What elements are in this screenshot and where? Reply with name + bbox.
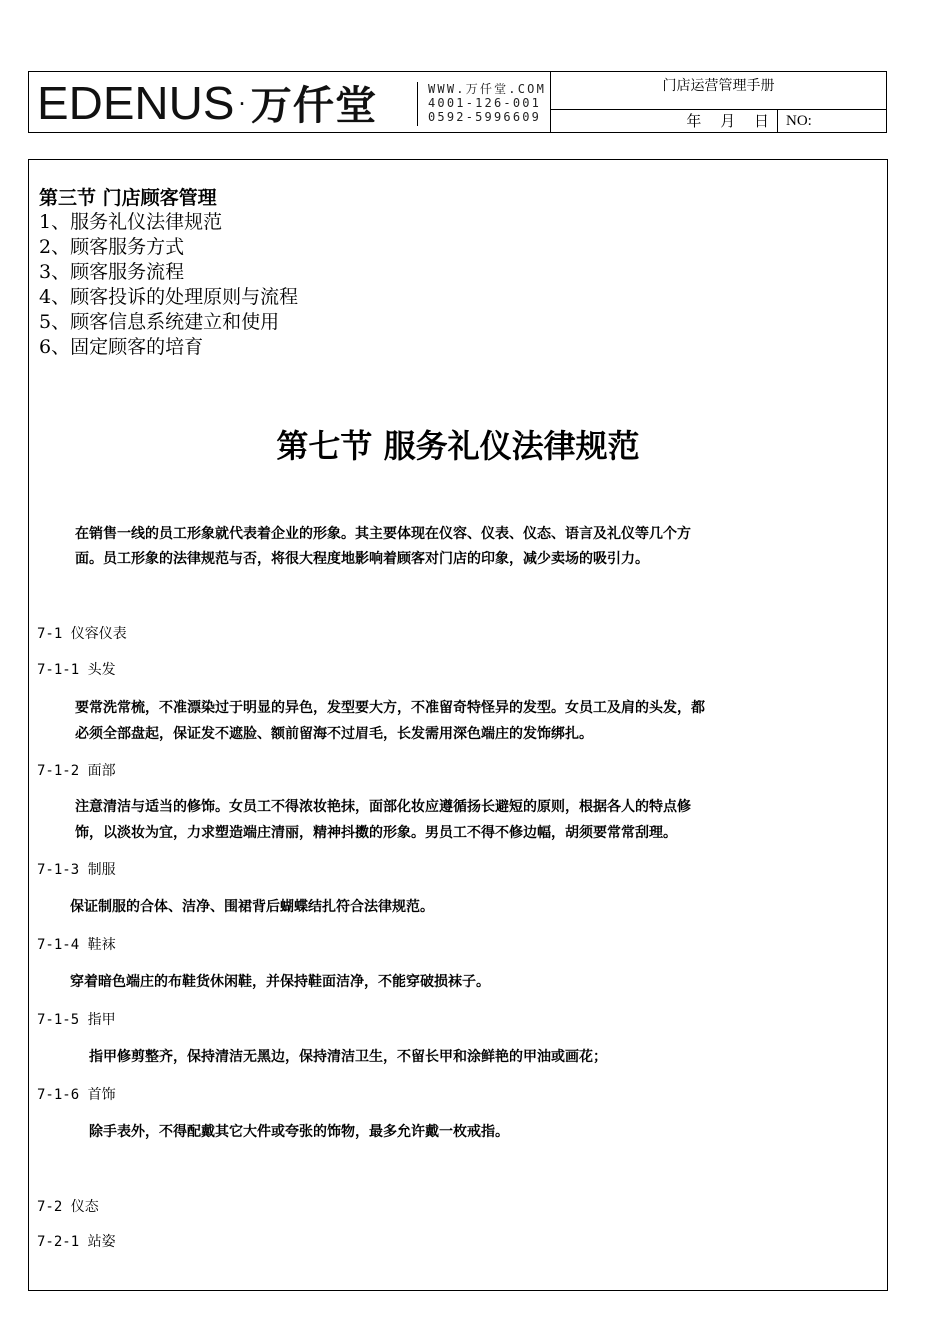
intro-line: 在销售一线的员工形象就代表着企业的形象。其主要体现在仪容、仪表、仪态、语言及礼仪等几个方 <box>75 526 691 542</box>
section-title: 第七节 服务礼仪法律规范 <box>276 427 640 465</box>
logo-cell <box>29 72 551 132</box>
heading-7-1-5: 7-1-5 指甲 <box>37 1012 116 1028</box>
heading-7-1-1: 7-1-1 头发 <box>37 662 116 678</box>
paragraph-shoes: 穿着暗色端庄的布鞋货休闲鞋，并保持鞋面洁净，不能穿破损袜子。 <box>70 974 490 990</box>
paragraph-line: 注意清洁与适当的修饰。女员工不得浓妆艳抹，面部化妆应遵循扬长避短的原则，根据各人的特点修 <box>75 799 691 815</box>
toc-heading: 第三节 门店顾客管理 <box>39 187 217 209</box>
paragraph-uniform: 保证制服的合体、洁净、围裙背后蝴蝶结扎符合法律规范。 <box>70 899 434 915</box>
contact-website: WWW.万仟堂.COM <box>428 82 546 96</box>
date-year-label: 年 <box>686 112 702 130</box>
table-of-contents <box>39 186 298 360</box>
logo-separator: · <box>234 76 251 130</box>
paragraph-jewelry: 除手表外，不得配戴其它大件或夸张的饰物，最多允许戴一枚戒指。 <box>89 1124 509 1140</box>
toc-item: 2、顾客服务方式 <box>39 236 185 258</box>
heading-7-1-3: 7-1-3 制服 <box>37 862 116 878</box>
date-field <box>551 110 778 132</box>
date-month-label: 月 <box>720 112 736 130</box>
paragraph-line: 饰，以淡妆为宜，力求塑造端庄清丽，精神抖擞的形象。男员工不得不修边幅，胡须要常常刮理。 <box>75 825 677 841</box>
paragraph-face <box>75 794 691 846</box>
heading-7-1: 7-1 仪容仪表 <box>37 626 127 642</box>
intro-line: 面。员工形象的法律规范与否，将很大程度地影响着顾客对门店的印象，减少卖场的吸引力。 <box>75 551 649 567</box>
heading-7-2: 7-2 仪态 <box>37 1199 99 1215</box>
toc-item: 3、顾客服务流程 <box>39 261 185 283</box>
content-frame <box>28 159 888 1291</box>
toc-item: 5、顾客信息系统建立和使用 <box>39 311 280 333</box>
paragraph-hair <box>75 695 705 747</box>
brand-logo <box>37 76 377 133</box>
document-header <box>28 71 887 133</box>
intro-paragraph <box>75 522 845 572</box>
paragraph-line: 要常洗常梳，不准漂染过于明显的异色，发型要大方，不准留奇特怪异的发型。女员工及肩的头发，都 <box>75 700 705 716</box>
heading-7-1-2: 7-1-2 面部 <box>37 763 116 779</box>
manual-title: 门店运营管理手册 <box>551 72 886 110</box>
logo-divider <box>417 82 418 126</box>
contact-info <box>428 82 546 124</box>
contact-phone: 0592-5996609 <box>428 110 542 124</box>
heading-7-1-4: 7-1-4 鞋袜 <box>37 937 116 953</box>
heading-7-2-1: 7-2-1 站姿 <box>37 1234 116 1250</box>
heading-7-1-6: 7-1-6 首饰 <box>37 1087 116 1103</box>
logo-brand-text: EDENUS <box>37 77 235 129</box>
paragraph-line: 必须全部盘起，保证发不遮脸、额前留海不过眉毛，长发需用深色端庄的发饰绑扎。 <box>75 726 593 742</box>
paragraph-nails: 指甲修剪整齐，保持清洁无黑边，保持清洁卫生，不留长甲和涂鲜艳的甲油或画花； <box>89 1049 607 1065</box>
toc-item: 4、顾客投诉的处理原则与流程 <box>39 286 299 308</box>
date-day-label: 日 <box>753 112 769 130</box>
header-info-cell <box>551 72 886 132</box>
contact-hotline: 4001-126-001 <box>428 96 542 110</box>
toc-item: 6、固定顾客的培育 <box>39 336 204 358</box>
logo-name-text: 万仟堂 <box>250 83 378 129</box>
toc-item: 1、服务礼仪法律规范 <box>39 211 223 233</box>
document-number-field: NO: <box>786 113 812 129</box>
